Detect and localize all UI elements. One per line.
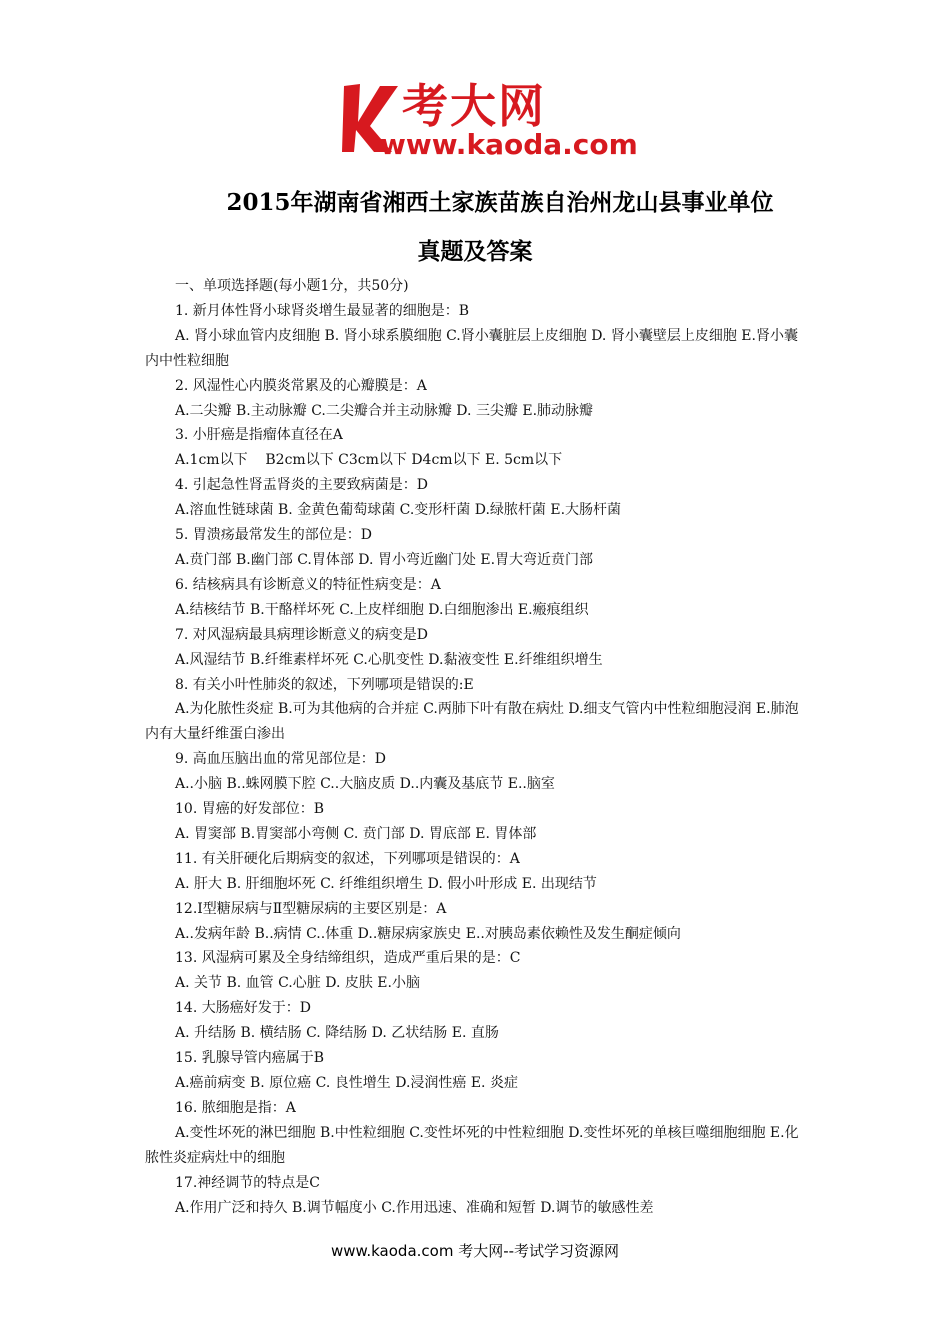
page-footer: www.kaoda.com 考大网--考试学习资源网 — [330, 1242, 620, 1260]
question-paragraph: A.变性坏死的淋巴细胞 B.中性粒细胞 C.变性坏死的中性粒细胞 D.变性坏死的单核巨噬细胞细胞 E.化脓性炎症病灶中的细胞 — [145, 1124, 799, 1166]
question-paragraph: A.二尖瓣 B.主动脉瓣 C.二尖瓣合并主动脉瓣 D. 三尖瓣 E.肺动脉瓣 — [175, 402, 594, 419]
question-paragraph: 6. 结核病具有诊断意义的特征性病变是：A — [175, 576, 441, 593]
question-paragraph: 8. 有关小叶性肺炎的叙述，下列哪项是错误的:E — [175, 676, 474, 693]
question-paragraph: 2. 风湿性心内膜炎常累及的心瓣膜是：A — [175, 377, 427, 394]
document-title-line1: 2015年湖南省湘西土家族苗族自治州龙山县事业单位 — [226, 189, 774, 216]
question-paragraph: A.为化脓性炎症 B.可为其他病的合并症 C.两肺下叶有散在病灶 D.细支气管内中性粒细胞浸润 E.肺泡内有大量纤维蛋白渗出 — [145, 701, 799, 743]
question-paragraph: A. 肝大 B. 肝细胞坏死 C. 纤维组织增生 D. 假小叶形成 E. 出现结节 — [175, 875, 597, 892]
question-paragraph: A. 胃窦部 B.胃窦部小弯侧 C. 贲门部 D. 胃底部 E. 胃体部 — [175, 825, 537, 842]
question-paragraph: A. 关节 B. 血管 C.心脏 D. 皮肤 E.小脑 — [175, 975, 420, 992]
question-paragraph: 3. 小肝癌是指瘤体直径在A — [175, 427, 343, 444]
question-paragraph: A.风湿结节 B.纤维素样坏死 C.心肌变性 D.黏液变性 E.纤维组织增生 — [175, 651, 603, 668]
question-paragraph: 17.神经调节的特点是C — [175, 1174, 320, 1191]
question-paragraph: 7. 对风湿病最具病理诊断意义的病变是D — [175, 626, 429, 643]
question-paragraph: 4. 引起急性肾盂肾炎的主要致病菌是：D — [175, 477, 429, 494]
question-paragraph: A.结核结节 B.干酪样坏死 C.上皮样细胞 D.白细胞渗出 E.瘢痕组织 — [175, 601, 589, 618]
logo-url-text: www.kaoda.com — [380, 128, 638, 161]
question-paragraph: 16. 脓细胞是指：A — [175, 1099, 296, 1116]
question-paragraph: 15. 乳腺导管内癌属于B — [175, 1050, 325, 1067]
question-paragraph: A.贲门部 B.幽门部 C.胃体部 D. 胃小弯近幽门处 E.胃大弯近贲门部 — [175, 551, 594, 568]
question-list — [145, 274, 810, 1220]
question-paragraph: A.作用广泛和持久 B.调节幅度小 C.作用迅速、准确和短暂 D.调节的敏感性差 — [175, 1199, 654, 1216]
question-paragraph: 1. 新月体性肾小球肾炎增生最显著的细胞是：B — [175, 302, 470, 319]
question-paragraph: 11. 有关肝硬化后期病变的叙述，下列哪项是错误的：A — [175, 850, 520, 867]
logo-chinese-text: 考大网 — [402, 79, 546, 133]
question-paragraph: 9. 高血压脑出血的常见部位是：D — [175, 751, 387, 768]
question-paragraph: A.癌前病变 B. 原位癌 C. 良性增生 D.浸润性癌 E. 炎症 — [175, 1075, 518, 1091]
section-heading: 一、单项选择题(每小题1分，共50分) — [175, 278, 409, 294]
question-paragraph: A. 肾小球血管内皮细胞 B. 肾小球系膜细胞 C.肾小囊脏层上皮细胞 D. 肾小囊壁层上皮细胞 E.肾小囊内中性粒细胞 — [145, 327, 798, 369]
question-paragraph: A..小脑 B..蛛网膜下腔 C..大脑皮质 D..内囊及基底节 E..脑室 — [175, 776, 555, 793]
question-paragraph: 12.Ⅰ型糖尿病与Ⅱ型糖尿病的主要区别是：A — [175, 900, 447, 917]
question-paragraph: 14. 大肠癌好发于：D — [175, 1000, 311, 1017]
kaoda-logo[interactable] — [340, 78, 660, 160]
document-title-line2: 真题及答案 — [417, 238, 533, 265]
question-paragraph: A..发病年龄 B..病情 C..体重 D..糖尿病家族史 E..对胰岛素依赖性及发生酮症倾向 — [175, 925, 681, 942]
question-paragraph: A.1cm以下 B2cm以下 C3cm以下 D4cm以下 E. 5cm以下 — [175, 452, 563, 469]
question-paragraph: A.溶血性链球菌 B. 金黄色葡萄球菌 C.变形杆菌 D.绿脓杆菌 E.大肠杆菌 — [175, 502, 622, 519]
question-paragraph: 13. 风湿病可累及全身结缔组织，造成严重后果的是：C — [175, 950, 521, 967]
question-paragraph: 10. 胃癌的好发部位：B — [175, 801, 325, 818]
question-paragraph: 5. 胃溃疡最常发生的部位是：D — [175, 527, 373, 544]
question-paragraph: A. 升结肠 B. 横结肠 C. 降结肠 D. 乙状结肠 E. 直肠 — [175, 1025, 499, 1042]
